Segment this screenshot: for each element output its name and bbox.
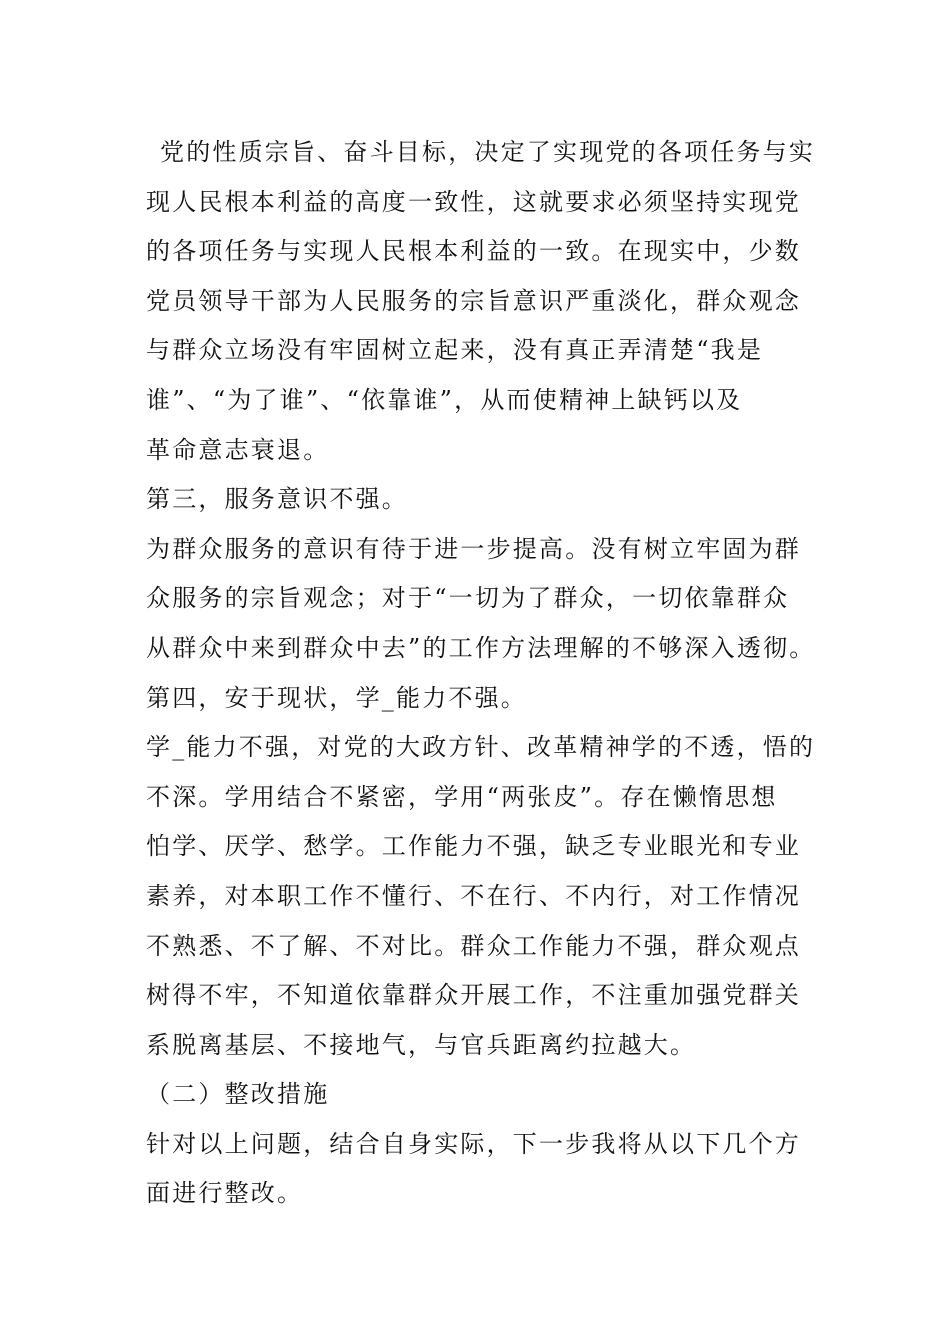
body-line: 革命意志衰退。 bbox=[146, 435, 330, 464]
document-body bbox=[146, 128, 816, 1219]
body-line: 面进行整改。 bbox=[146, 1179, 304, 1208]
body-line: 不熟悉、不了解、不对比。群众工作能力不强，群众观点 bbox=[146, 931, 801, 960]
body-line: 为群众服务的意识有待于进一步提高。没有树立牢固为群 bbox=[146, 534, 801, 563]
body-line: 党员领导干部为人民服务的宗旨意识严重淡化，群众观念 bbox=[146, 286, 801, 315]
body-line: 学_能力不强，对党的大政方针、改革精神学的不透，悟的 bbox=[146, 733, 816, 762]
body-line: 素养，对本职工作不懂行、不在行、不内行，对工作情况 bbox=[146, 881, 801, 910]
body-line: 不深。学用结合不紧密，学用“两张皮”。存在懒惰思想 bbox=[146, 782, 778, 811]
section-heading: 第三，服务意识不强。 bbox=[146, 485, 408, 514]
body-line: 现人民根本利益的高度一致性，这就要求必须坚持实现党 bbox=[146, 187, 801, 216]
body-line: 众服务的宗旨观念；对于“一切为了群众，一切依靠群众 bbox=[146, 584, 790, 613]
body-line: 与群众立场没有牢固树立起来，没有真正弄清楚“我是 bbox=[146, 336, 764, 365]
body-line: 从群众中来到群众中去”的工作方法理解的不够深入透彻。 bbox=[146, 633, 816, 662]
body-line: 谁”、“为了谁”、“依靠谁”，从而使精神上缺钙以及 bbox=[146, 385, 743, 414]
body-line: 针对以上问题，结合自身实际，下一步我将从以下几个方 bbox=[146, 1129, 801, 1158]
subsection-heading: （二）整改措施 bbox=[146, 1080, 330, 1109]
body-line: 树得不牢，不知道依靠群众开展工作，不注重加强党群关 bbox=[146, 981, 801, 1010]
body-line: 怕学、厌学、愁学。工作能力不强，缺乏专业眼光和专业 bbox=[146, 832, 801, 861]
section-heading: 第四，安于现状，学_能力不强。 bbox=[146, 683, 527, 712]
body-line: 党的性质宗旨、奋斗目标，决定了实现党的各项任务与实 bbox=[160, 138, 815, 166]
body-line: 系脱离基层、不接地气，与官兵距离约拉越大。 bbox=[146, 1030, 697, 1059]
body-line: 的各项任务与实现人民根本利益的一致。在现实中，少数 bbox=[146, 237, 801, 266]
